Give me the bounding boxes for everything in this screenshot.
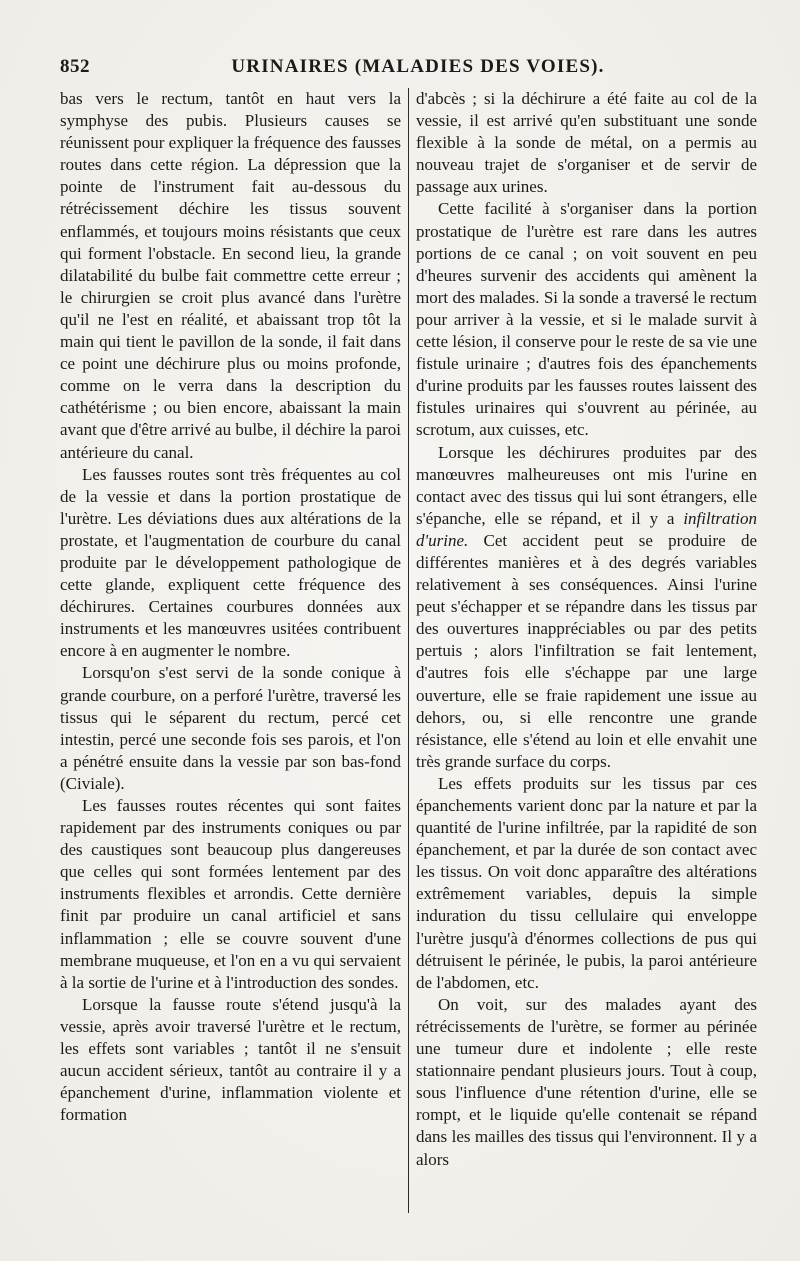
paragraph: Les effets produits sur les tissus par ces épanchements varient donc par la nature et par la quantité de l'urine infiltrée, par la rapidité de son épanchement, et par la durée de son contact avec les tissus. On voit donc apparaître des altérations extrêmement variables, depuis la simple induration du tissu cellulaire qui enveloppe l'urètre jusqu'à d'énormes collections de pus qui détruisent le périnée, le pubis, la paroi antérieure de l'abdomen, etc.	[416, 773, 757, 992]
paragraph: Les fausses routes récentes qui sont faites rapidement par des instruments coniques ou par des caustiques sont beaucoup plus dangereuses que celles qui sont formées lentement par des instruments flexibles et arrondis. Cette dernière finit par produire un canal artificiel et sans inflammation ; elle se couvre souvent d'une membrane muqueuse, et l'on en a vu qui servaient à la sortie de l'urine et à l'introduction des sondes.	[60, 796, 401, 992]
right-column	[416, 88, 757, 1218]
paragraph: Lorsque la fausse route s'étend jusqu'à la vessie, après avoir traversé l'urètre et le rectum, les effets sont variables ; tantôt il ne s'ensuit aucun accident sérieux, tantôt au contraire il y a épanchement d'urine, inflammation violente et formation	[60, 994, 401, 1125]
left-column	[60, 88, 401, 1218]
running-title: URINAIRES (MALADIES DES VOIES).	[231, 56, 605, 77]
paragraph: d'abcès ; si la déchirure a été faite au col de la vessie, il est arrivé qu'en substituant une sonde flexible à la sonde de métal, on a permis au nouveau trajet de s'organiser et de servir de passage aux urines.	[416, 89, 757, 197]
paragraph: Lorsque les déchirures produites par des manœuvres malheureuses ont mis l'urine en contact avec des tissus qui lui sont étrangers, elle s'épanche, elle se répand, et il y a infiltration d'urine. Cet accident peut se produire de différentes manières et à des degrés variables relativement à ses conséquences. Ainsi l'urine peut s'échapper et se répandre dans les tissus par des ouvertures inappréciables ou par des petits pertuis ; alors l'infiltration se fait lentement, d'autres fois elle s'échappe par une large ouverture, elle se fraie rapidement une issue au dehors, ou, si elle rencontre une grande résistance, elle s'étend au loin et elle envahit une très grande surface du corps.	[416, 442, 757, 771]
paragraph: Cette facilité à s'organiser dans la portion prostatique de l'urètre est rare dans les autres portions de ce canal ; on voit souvent en peu d'heures survenir des accidents qui amènent la mort des malades. Si la sonde a traversé le rectum pour arriver à la vessie, et si le malade survit à cette lésion, il conserve pour le reste de sa vie une fistule urinaire ; d'autres fois des épanchements d'urine produits par les fausses routes laissent des fistules urinaires qui s'ouvrent au périnée, au scrotum, aux cuisses, etc.	[416, 199, 757, 440]
paragraph: Lorsqu'on s'est servi de la sonde conique à grande courbure, on a perforé l'urètre, traversé les tissus qui le séparent du rectum, percé cet intestin, percé une seconde fois ses parois, et l'on a pénétré ensuite dans la vessie par son bas-fond (Civiale).	[60, 663, 401, 793]
emphasized-term: infiltration d'urine.	[416, 508, 757, 550]
page-header	[60, 56, 776, 84]
paragraph: Les fausses routes sont très fréquentes au col de la vessie et dans la portion prostatique de l'urètre. Les déviations dues aux altérations de la prostate, et l'augmentation de courbure du canal produite par le développement pathologique de cette glande, expliquent cette fréquence des déchirures. Certaines courbures données aux instruments et les manœuvres usitées contribuent encore à en augmenter le nombre.	[60, 464, 401, 661]
paragraph: bas vers le rectum, tantôt en haut vers la symphyse des pubis. Plusieurs causes se réunissent pour expliquer la fréquence des fausses routes dans cette région. La dépression que la pointe de l'instrument fait au-dessous du rétrécissement déchire les tissus souvent enflammés, et toujours moins résistants que ceux qui forment l'obstacle. En second lieu, la grande dilatabilité du bulbe fait commettre cette erreur ; le chirurgien se croit plus avancé dans l'urètre qu'il ne l'est en réalité, et abaissant trop tôt la main qui tient le pavillon de la sonde, il fait dans ce point une déchirure plus ou moins profonde, comme on le verra dans la description du cathétérisme ; ou bien encore, abaissant la main avant que d'être arrivé au bulbe, il déchire la paroi antérieure du canal.	[60, 89, 401, 462]
page-number: 852	[60, 56, 90, 77]
column-divider	[408, 88, 409, 1213]
paragraph: On voit, sur des malades ayant des rétrécissements de l'urètre, se former au périnée une tumeur dure et indolente ; elle reste stationnaire pendant plusieurs jours. Tout à coup, sous l'influence d'une rétention d'urine, elle se rompt, et le liquide qu'elle contenait se répand dans les mailles des tissus qui l'environnent. Il y a alors	[416, 994, 757, 1169]
